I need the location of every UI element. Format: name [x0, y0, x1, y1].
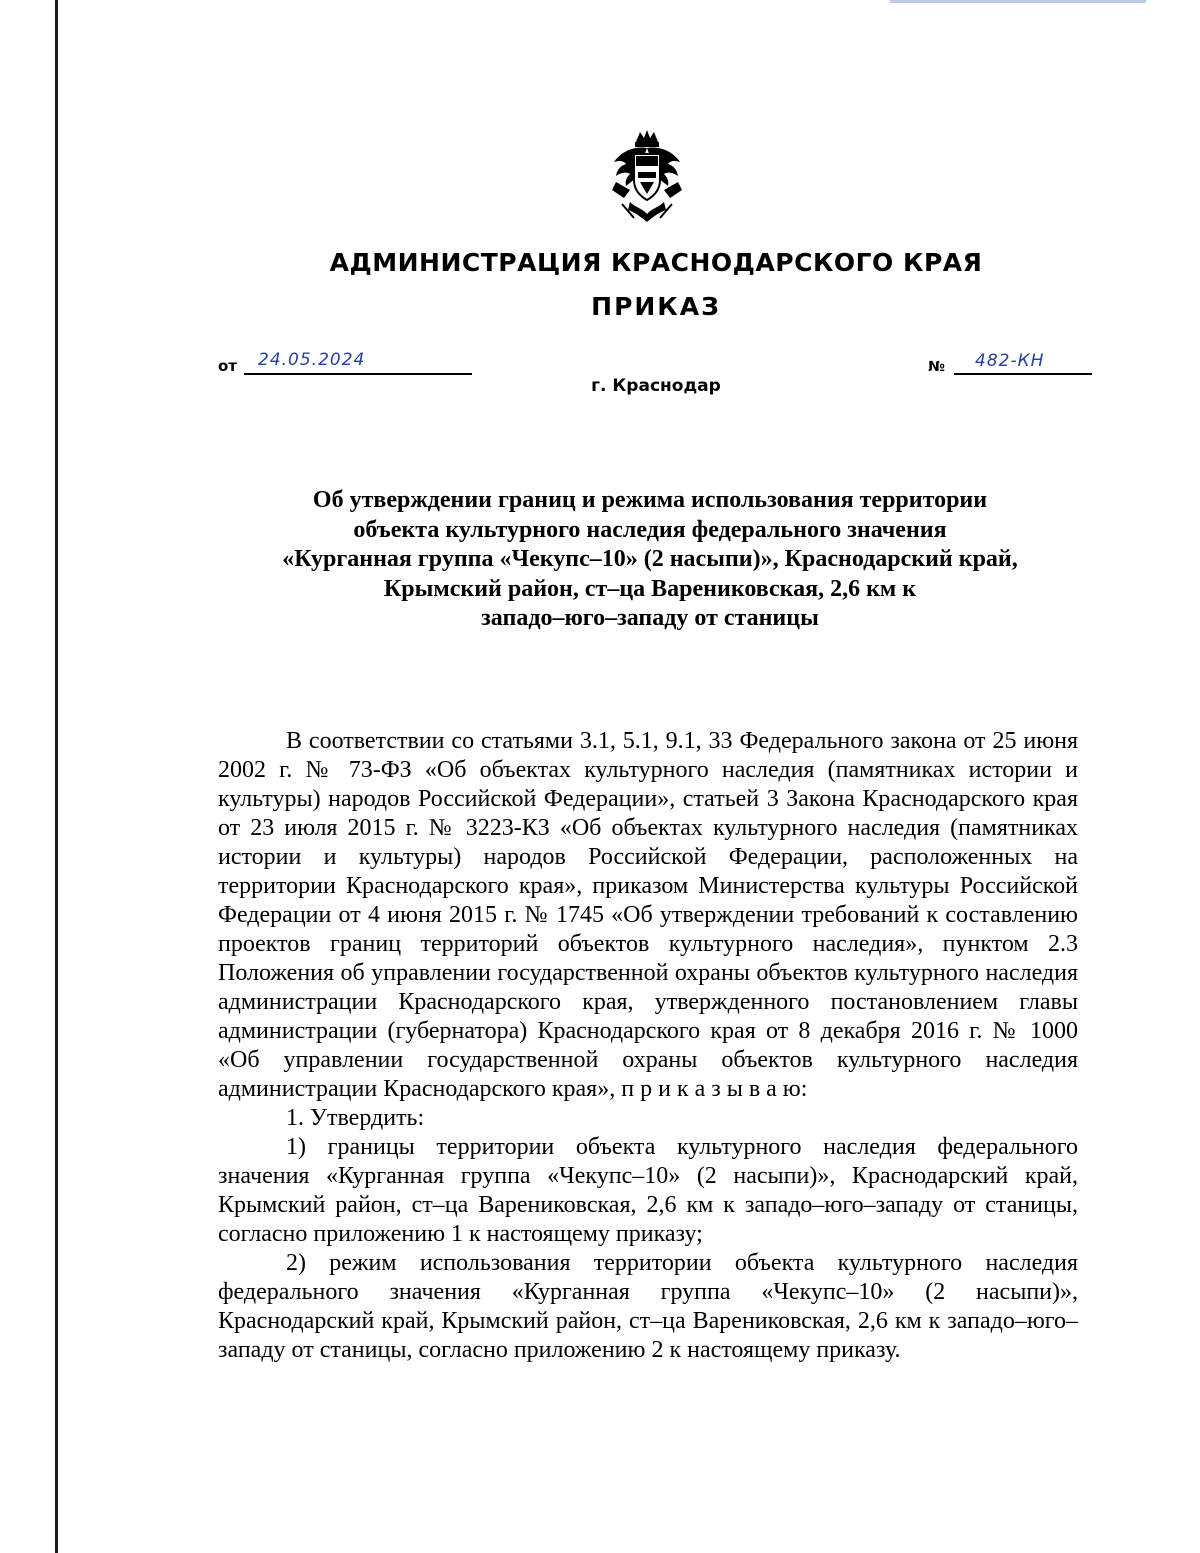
heading-line: Об утверждении границ и режима использования территории: [312, 487, 988, 513]
date-underline: [244, 373, 472, 375]
order-item-1: 1. Утвердить:: [286, 1105, 425, 1131]
scan-top-mark: [890, 0, 1146, 3]
coat-of-arms-icon: [610, 128, 684, 224]
document-body: [218, 727, 1078, 1365]
date-label: от: [218, 357, 237, 375]
scan-left-edge: [55, 0, 58, 1553]
heading-line: западо–юго–западу от станицы: [481, 605, 819, 631]
document-type: ПРИКАЗ: [591, 292, 721, 321]
order-item-1-2: 2) режим использования территории объекта культурного наследия федерального значения «Курганная группа «Чекупс–10» (2 насыпи)», Краснодарский край, Крымский район, ст–ца Варениковская, 2,6 км к западо–юго–западу от станицы, согласно приложению 2 к настоящему приказу.: [218, 1250, 1078, 1363]
order-item-1-1: 1) границы территории объекта культурного наследия федерального значения «Курганная группа «Чекупс–10» (2 насыпи)», Краснодарский край, Крымский район, ст–ца Варениковская, 2,6 км к западо–юго–западу от станицы, согласно приложению 1 к настоящему приказу;: [218, 1134, 1078, 1247]
heading-line: «Курганная группа «Чекупс–10» (2 насыпи)», Краснодарский край,: [282, 546, 1018, 572]
preamble-paragraph: В соответствии со статьями 3.1, 5.1, 9.1, 33 Федерального закона от 25 июня 2002 г. № 73-ФЗ «Об объектах культурного наследия (памятниках истории и культуры) народов Российской Федерации», статьей 3 Закона Краснодарского края от 23 июля 2015 г. № 3223-КЗ «Об объектах культурного наследия (памятниках истории и культуры) народов Российской Федерации, расположенных на территории Краснодарского края», приказом Министерства культуры Российской Федерации от 4 июня 2015 г. № 1745 «Об утверждении требований к составлению проектов границ территорий объектов культурного наследия», пунктом 2.3 Положения об управлении государственной охраны объектов культурного наследия администрации Краснодарского края, утвержденного постановлением главы администрации (губернатора) Краснодарского края от 8 декабря 2016 г. № 1000 «Об управлении государственной охраны объектов культурного наследия администрации Краснодарского края», п р и к а з ы в а ю:: [218, 728, 1078, 1102]
number-label: №: [928, 359, 945, 375]
organization-name: АДМИНИСТРАЦИЯ КРАСНОДАРСКОГО КРАЯ: [329, 248, 983, 277]
city-name: г. Краснодар: [591, 376, 721, 396]
document-heading: [210, 486, 1090, 634]
number-underline: [954, 373, 1092, 375]
heading-line: Крымский район, ст–ца Варениковская, 2,6 км к: [383, 575, 917, 602]
number-value: 482-КН: [975, 351, 1045, 371]
heading-line: объекта культурного наследия федерального значения: [353, 516, 947, 543]
date-value: 24.05.2024: [258, 350, 366, 370]
